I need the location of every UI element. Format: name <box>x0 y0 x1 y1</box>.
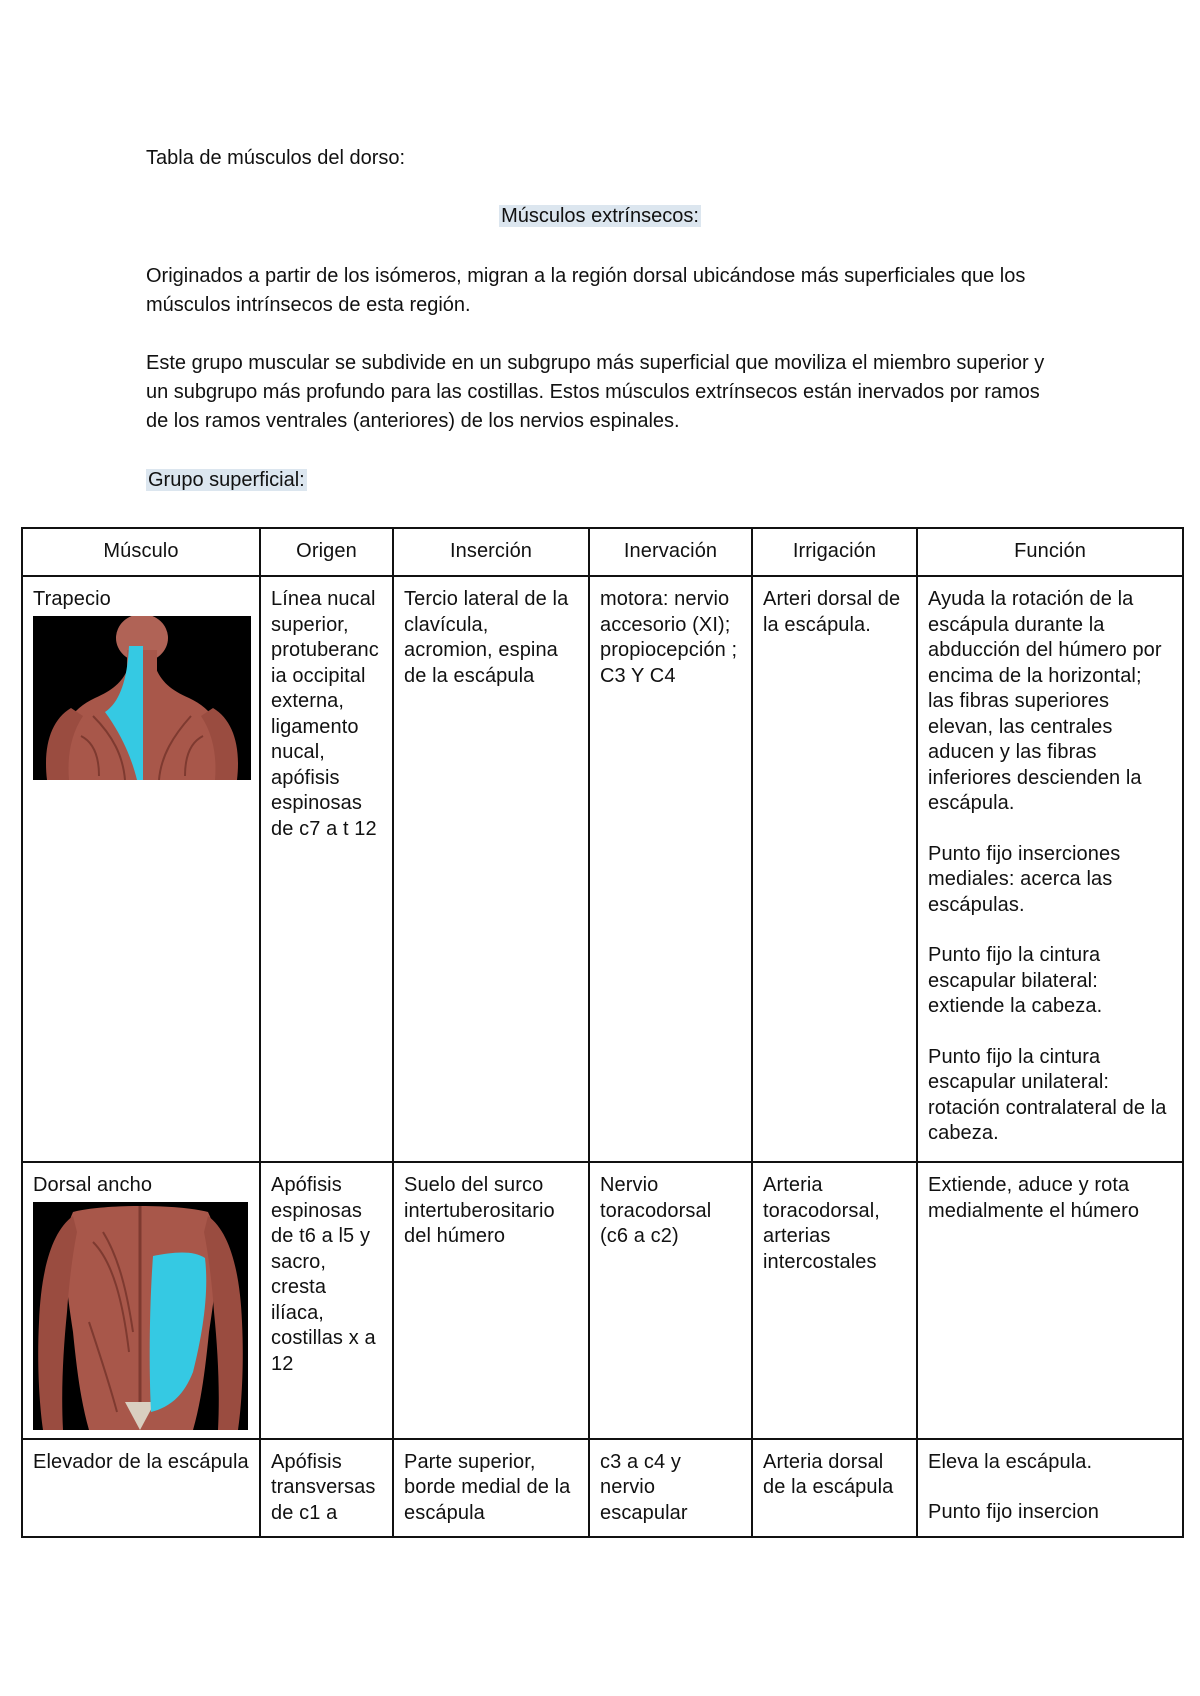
function-cell <box>917 1439 1183 1537</box>
latissimus-image <box>33 1202 248 1430</box>
function-paragraph: Punto fijo insercion <box>928 1501 1099 1523</box>
origin-cell: Línea nucal superior, protuberancia occipital externa, ligamento nucal, apófisis espinosas de c7 a t 12 <box>260 576 393 1162</box>
function-cell <box>917 576 1183 1162</box>
section-subtitle <box>0 202 1200 231</box>
insertion-cell: Tercio lateral de la clavícula, acromion, espina de la escápula <box>393 576 589 1162</box>
document-title: Tabla de músculos del dorso: <box>146 147 406 169</box>
innervation-cell: c3 a c4 y nervio escapular <box>589 1439 752 1537</box>
trapezius-image <box>33 616 251 780</box>
muscle-name: Elevador de la escápula <box>33 1450 249 1473</box>
muscle-cell <box>22 576 260 1162</box>
table-header-row <box>22 528 1183 576</box>
origin-cell: Apófisis espinosas de t6 a l5 y sacro, cresta ilíaca, costillas x a 12 <box>260 1162 393 1439</box>
column-header: Músculo <box>22 528 260 576</box>
function-paragraph: Ayuda la rotación de la escápula durante la abducción del húmero por encima de la horizontal; las fibras superiores elevan, las centrales aducen y las fibras inferiores descienden la escápula. <box>928 588 1162 814</box>
function-paragraph: Punto fijo la cintura escapular bilateral: extiende la cabeza. <box>928 944 1103 1017</box>
intro-paragraph: Originados a partir de los isómeros, migran a la región dorsal ubicándose más superficiales que los músculos intrínsecos de esta región. <box>146 265 1026 316</box>
column-header: Origen <box>260 528 393 576</box>
irrigation-cell: Arteria dorsal de la escápula <box>752 1439 917 1537</box>
column-header: Irrigación <box>752 528 917 576</box>
insertion-cell: Suelo del surco intertuberositario del húmero <box>393 1162 589 1439</box>
column-header: Inserción <box>393 528 589 576</box>
subtitle-highlight: Músculos extrínsecos: <box>501 205 699 227</box>
function-cell <box>917 1162 1183 1439</box>
function-paragraph: Punto fijo inserciones mediales: acerca las escápulas. <box>928 842 1121 916</box>
innervation-cell: motora: nervio accesorio (XI); propiocepción ; C3 Y C4 <box>589 576 752 1162</box>
group-label-highlight: Grupo superficial: <box>148 469 305 491</box>
irrigation-cell: Arteri dorsal de la escápula. <box>752 576 917 1162</box>
muscle-cell <box>22 1439 260 1537</box>
origin-cell: Apófisis transversas de c1 a <box>260 1439 393 1537</box>
group-label <box>146 466 1066 495</box>
column-header: Inervación <box>589 528 752 576</box>
function-paragraph: Extiende, aduce y rota medialmente el húmero <box>928 1174 1140 1222</box>
table-row <box>22 1439 1183 1537</box>
function-paragraph: Punto fijo la cintura escapular unilateral: rotación contralateral de la cabeza. <box>928 1045 1167 1144</box>
function-paragraph: Eleva la escápula. <box>928 1450 1093 1473</box>
innervation-cell: Nervio toracodorsal (c6 a c2) <box>589 1162 752 1439</box>
column-header: Función <box>917 528 1183 576</box>
insertion-cell: Parte superior, borde medial de la escápula <box>393 1439 589 1537</box>
irrigation-cell: Arteria toracodorsal, arterias intercostales <box>752 1162 917 1439</box>
muscle-name: Dorsal ancho <box>33 1174 153 1196</box>
table-row <box>22 576 1183 1162</box>
description-paragraph: Este grupo muscular se subdivide en un subgrupo más superficial que moviliza el miembro superior y un subgrupo más profundo para las costillas. Estos músculos extrínsecos están inervados por ramos de los ramos ventrales (anteriores) de los nervios espinales. <box>146 352 1045 432</box>
table-row <box>22 1162 1183 1439</box>
muscles-table <box>21 527 1184 1538</box>
muscle-cell <box>22 1162 260 1439</box>
muscle-name: Trapecio <box>33 588 111 610</box>
